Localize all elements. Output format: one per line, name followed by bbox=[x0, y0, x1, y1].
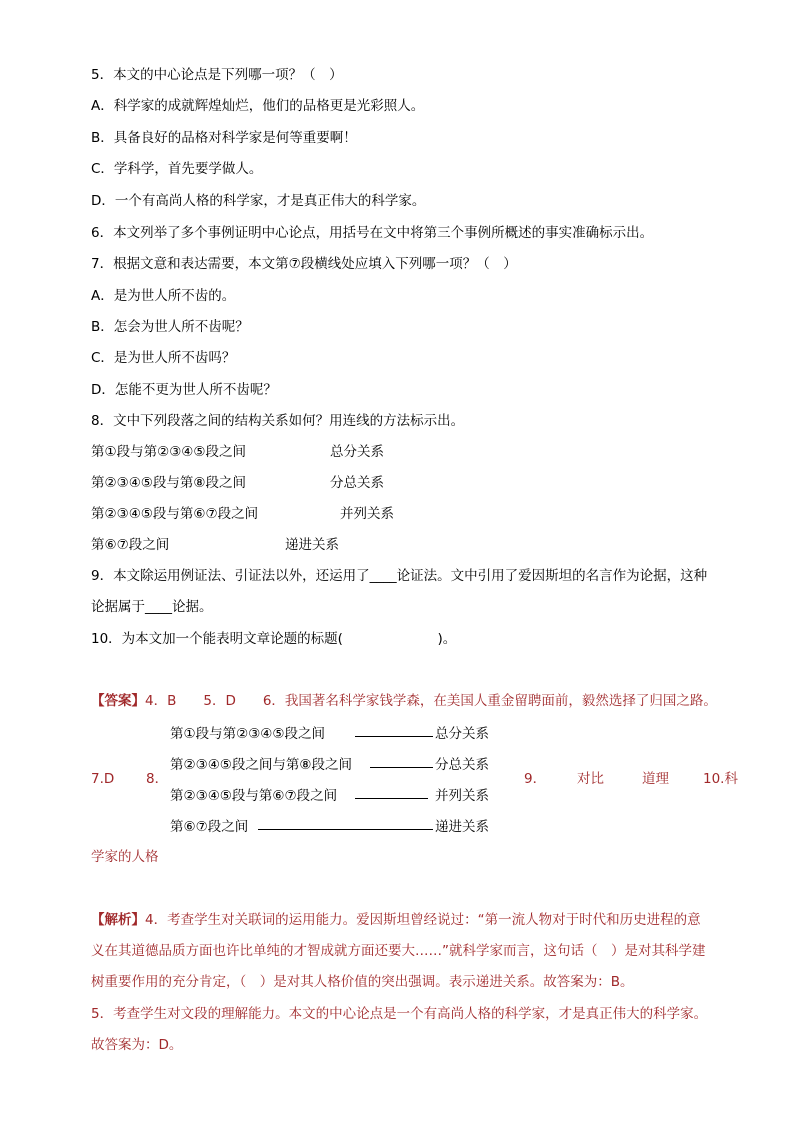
q8-right-item: 并列关系 bbox=[340, 506, 394, 522]
q8-left-item: 第②③④⑤段与第⑥⑦段之间 bbox=[91, 506, 259, 522]
q5-option-d: D．一个有高尚人格的科学家，才是真正伟大的科学家。 bbox=[91, 193, 426, 209]
diagram-connector bbox=[258, 829, 433, 830]
q8-right-item: 分总关系 bbox=[330, 475, 384, 491]
analysis-line1-text: 4．考查学生对关联词的运用能力。爱因斯坦曾经说过：“第一流人物对于时代和历史进程的意 bbox=[145, 912, 701, 928]
diagram-right-item: 总分关系 bbox=[435, 726, 489, 742]
q9-line2: 论据属于____论据。 bbox=[91, 599, 213, 615]
diagram-connector bbox=[355, 798, 428, 799]
q7-stem: 7．根据文意和表达需要，本文第⑦段横线处应填入下列哪一项？（ ） bbox=[91, 256, 517, 272]
analysis-line4: 5．考查学生对文段的理解能力。本文的中心论点是一个有高尚人格的科学家，才是真正伟大的科学家。 bbox=[91, 1006, 708, 1022]
analysis-line3: 树重要作用的充分肯定，（ ）是对其人格价值的突出强调。表示递进关系。故答案为：B。 bbox=[91, 974, 634, 990]
q5-stem: 5．本文的中心论点是下列哪一项？（ ） bbox=[91, 67, 343, 83]
q7-option-b: B．怎会为世人所不齿呢？ bbox=[91, 319, 249, 335]
q8-right-item: 递进关系 bbox=[285, 537, 339, 553]
answer-line1 bbox=[91, 692, 717, 710]
q10-stem: 10．为本文加一个能表明文章论题的标题( )。 bbox=[91, 631, 457, 647]
diagram-left-item: 第②③④⑤段之间与第⑧段之间 bbox=[170, 757, 353, 773]
q5-option-a: A．科学家的成就辉煌灿烂，他们的品格更是光彩照人。 bbox=[91, 98, 425, 114]
diagram-right-item: 递进关系 bbox=[435, 819, 489, 835]
diagram-left-item: 第①段与第②③④⑤段之间 bbox=[170, 726, 326, 742]
answer-line1-text: 4．B 5．D 6．我国著名科学家钱学森，在美国人重金留聘面前，毅然选择了归国之路。 bbox=[145, 693, 717, 709]
q8-stem: 8．文中下列段落之间的结构关系如何？用连线的方法标示出。 bbox=[91, 413, 465, 429]
analysis-line5: 故答案为：D。 bbox=[91, 1037, 183, 1053]
q5-option-c: C．学科学，首先要学做人。 bbox=[91, 161, 263, 177]
answer-9-label: 9． bbox=[524, 771, 547, 787]
diagram-left-item: 第⑥⑦段之间 bbox=[170, 819, 249, 835]
analysis-label: 【解析】 bbox=[91, 912, 145, 928]
q5-option-b: B．具备良好的品格对科学家是何等重要啊！ bbox=[91, 130, 357, 146]
q9-line1: 9．本文除运用例证法、引证法以外，还运用了____论证法。文中引用了爱因斯坦的名言作为论据，这种 bbox=[91, 568, 708, 584]
q8-left-item: 第①段与第②③④⑤段之间 bbox=[91, 444, 247, 460]
answer-7: 7.D bbox=[91, 771, 115, 787]
diagram-connector bbox=[370, 767, 433, 768]
q8-left-item: 第⑥⑦段之间 bbox=[91, 537, 170, 553]
answer-9-value-2: 道理 bbox=[642, 771, 669, 787]
diagram-right-item: 分总关系 bbox=[435, 757, 489, 773]
answer-9-value-1: 对比 bbox=[577, 771, 604, 787]
q7-option-c: C．是为世人所不齿吗？ bbox=[91, 350, 236, 366]
answer-10-start: 10.科 bbox=[703, 771, 738, 787]
answer-label: 【答案】 bbox=[91, 693, 145, 709]
answer-10-end: 学家的人格 bbox=[91, 849, 159, 865]
q8-right-item: 总分关系 bbox=[330, 444, 384, 460]
q6-stem: 6．本文列举了多个事例证明中心论点，用括号在文中将第三个事例所概述的事实准确标示出。 bbox=[91, 225, 654, 241]
analysis-line2: 义在其道德品质方面也许比单纯的才智成就方面还要大……”就科学家而言，这句话（ ）是对其科学建 bbox=[91, 943, 706, 959]
analysis-line1 bbox=[91, 911, 701, 929]
q7-option-a: A．是为世人所不齿的。 bbox=[91, 288, 236, 304]
diagram-left-item: 第②③④⑤段与第⑥⑦段之间 bbox=[170, 788, 338, 804]
answer-8-label: 8． bbox=[146, 771, 169, 787]
q7-option-d: D．怎能不更为世人所不齿呢？ bbox=[91, 382, 277, 398]
diagram-right-item: 并列关系 bbox=[435, 788, 489, 804]
diagram-connector bbox=[355, 736, 433, 737]
q8-left-item: 第②③④⑤段与第⑧段之间 bbox=[91, 475, 247, 491]
